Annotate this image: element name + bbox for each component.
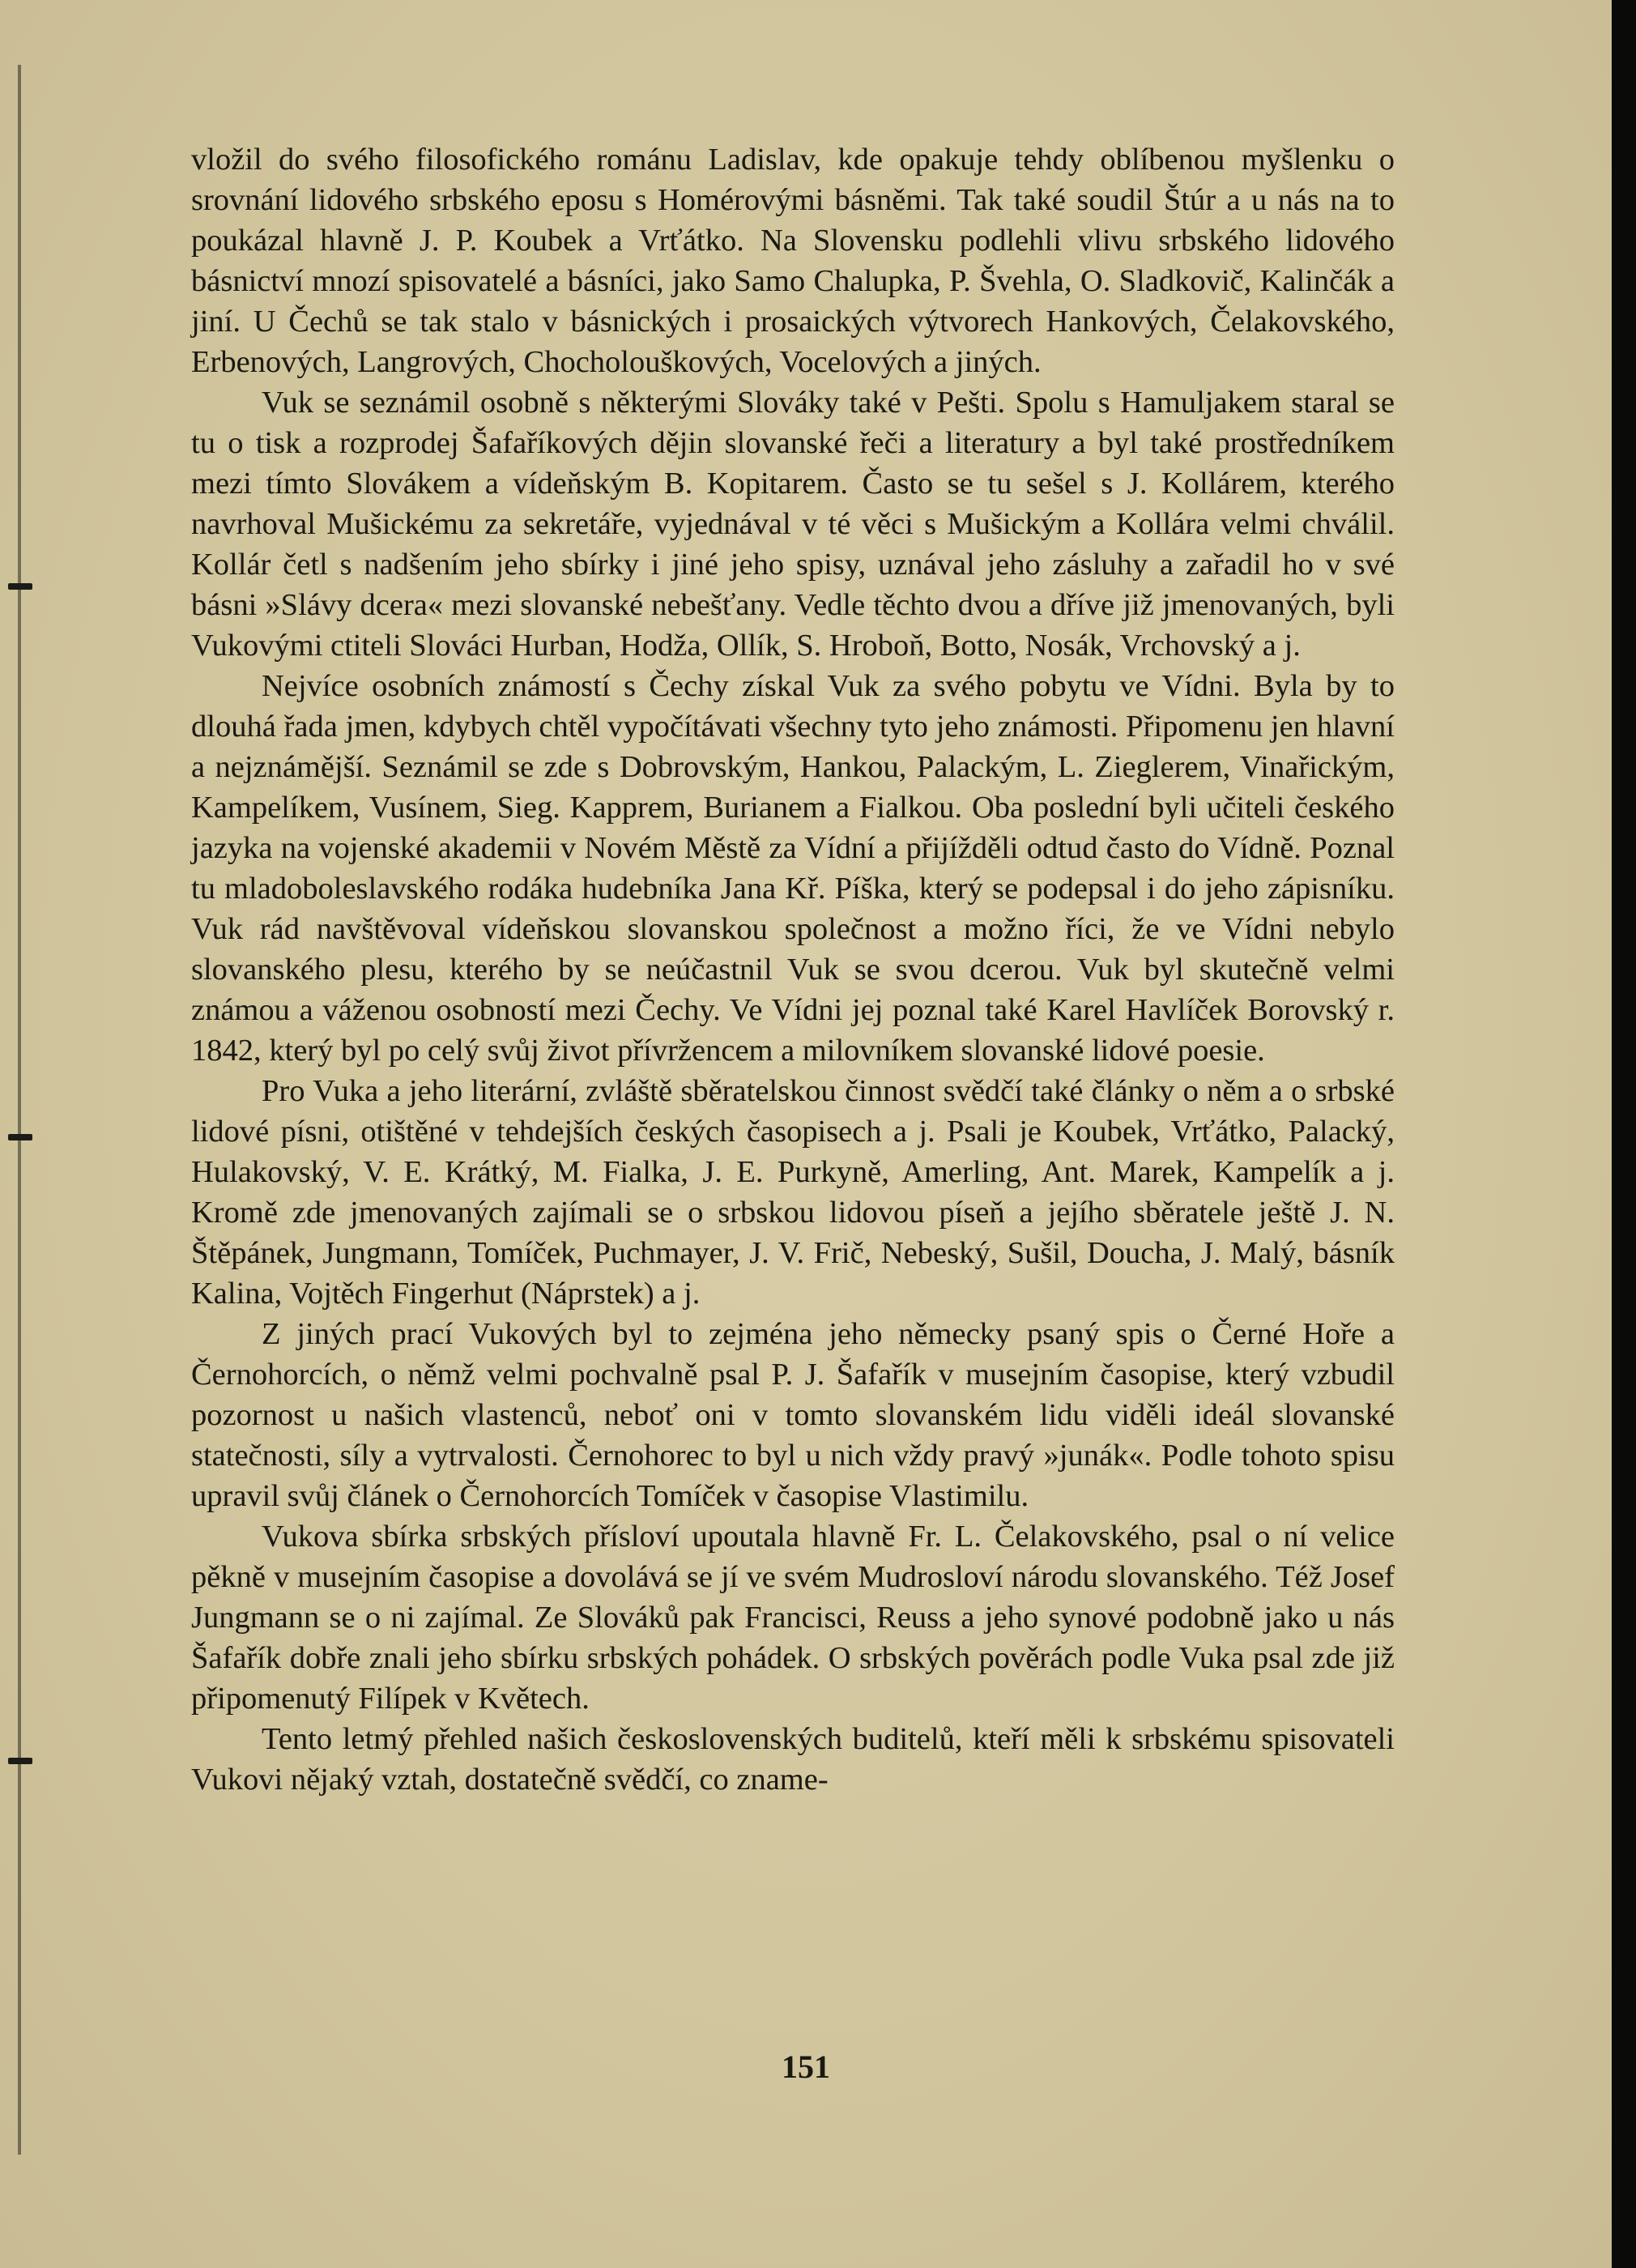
paragraph: Tento letmý přehled našich československých buditelů, kteří měli k srbskému spisovateli Vukovi nějaký vztah, dostatečně svědčí, co zname- [191, 1722, 1395, 1797]
binding-mark [8, 1134, 32, 1140]
binding-edge [18, 65, 21, 2155]
paragraph: Pro Vuka a jeho literární, zvláště sběratelskou činnost svědčí také články o něm a o srbské lidové písni, otištěné v tehdejších českých časopisech a j. Psali je Koubek, Vrťátko, Palacký, Hulakovský, V. E. Krátký, M. Fialka, J. E. Purkyně, Amerling, Ant. Marek, Kampelík a j. Kromě zde jmenovaných zajímali se o srbskou lidovou píseň a jejího sběratele ještě J. N. Štěpánek, Jungmann, Tomíček, Puchmayer, J. V. Frič, Nebeský, Sušil, Doucha, J. Malý, básník Kalina, Vojtěch Fingerhut (Náprstek) a j. [191, 1074, 1395, 1311]
body-text [191, 139, 1395, 1800]
paragraph: Nejvíce osobních známostí s Čechy získal Vuk za svého pobytu ve Vídni. Byla by to dlouhá řada jmen, kdybych chtěl vypočítávati všechny tyto jeho známosti. Připomenu jen hlavní a nejznámější. Seznámil se zde s Dobrovským, Hankou, Palackým, L. Zieglerem, Vinařickým, Kampelíkem, Vusínem, Sieg. Kapprem, Burianem a Fialkou. Oba poslední byli učiteli českého jazyka na vojenské akademii v Novém Městě za Vídní a přijížděli odtud často do Vídně. Poznal tu mladoboleslavského rodáka hudebníka Jana Kř. Píška, který se podepsal i do jeho zápisníku. Vuk rád navštěvoval vídeňskou slovanskou společnost a možno říci, že ve Vídni nebylo slovanského plesu, kterého by se neúčastnil Vuk se svou dcerou. Vuk byl skutečně velmi známou a váženou osobností mezi Čechy. Ve Vídni jej poznal také Karel Havlíček Borovský r. 1842, který byl po celý svůj život přívržencem a milovníkem slovanské lidové poesie. [191, 669, 1395, 1068]
scan-border [1612, 0, 1636, 2268]
binding-mark [8, 1758, 32, 1764]
paragraph: Vuk se seznámil osobně s některými Slováky také v Pešti. Spolu s Hamuljakem staral se tu o tisk a rozprodej Šafaříkových dějin slovanské řeči a literatury a byl také prostředníkem mezi tímto Slovákem a vídeňským B. Kopitarem. Často se tu sešel s J. Kollárem, kterého navrhoval Mušickému za sekretáře, vyjednával v té věci s Mušickým a Kollára velmi chválil. Kollár četl s nadšením jeho sbírky i jiné jeho spisy, uznával jeho zásluhy a zařadil ho v své básni »Slávy dcera« mezi slovanské nebešťany. Vedle těchto dvou a dříve již jmenovaných, byli Vukovými ctiteli Slováci Hurban, Hodža, Ollík, S. Hroboň, Botto, Nosák, Vrchovský a j. [191, 386, 1395, 663]
page-number: 151 [782, 2048, 830, 2085]
paragraph: Z jiných prací Vukových byl to zejména jeho německy psaný spis o Černé Hoře a Černohorcích, o němž velmi pochvalně psal P. J. Šafařík v musejním časopise, který vzbudil pozornost u našich vlastenců, neboť oni v tomto slovanském lidu viděli ideál slovanské statečnosti, síly a vytrvalosti. Černohorec to byl u nich vždy pravý »junák«. Podle tohoto spisu upravil svůj článek o Černohorcích Tomíček v časopise Vlastimilu. [191, 1317, 1395, 1513]
binding-mark [8, 583, 32, 590]
paragraph: vložil do svého filosofického románu Ladislav, kde opakuje tehdy oblíbenou myšlenku o srovnání lidového srbského eposu s Homérovými básněmi. Tak také soudil Štúr a u nás na to poukázal hlavně J. P. Koubek a Vrťátko. Na Slovensku podlehli vlivu srbského lidového básnictví mnozí spisovatelé a básníci, jako Samo Chalupka, P. Švehla, O. Sladkovič, Kalinčák a jiní. U Čechů se tak stalo v básnických i prosaických výtvorech Hankových, Čelakovského, Erbenových, Langrových, Chocholouškových, Vocelových a jiných. [191, 143, 1395, 379]
paragraph: Vukova sbírka srbských přísloví upoutala hlavně Fr. L. Čelakovského, psal o ní velice pěkně v musejním časopise a dovolává se jí ve svém Mudrosloví národu slovanského. Též Josef Jungmann se o ni zajímal. Ze Slováků pak Francisci, Reuss a jeho synové podobně jako u nás Šafařík dobře znali jeho sbírku srbských pohádek. O srbských pověrách podle Vuka psal zde již připomenutý Filípek v Květech. [191, 1520, 1395, 1716]
